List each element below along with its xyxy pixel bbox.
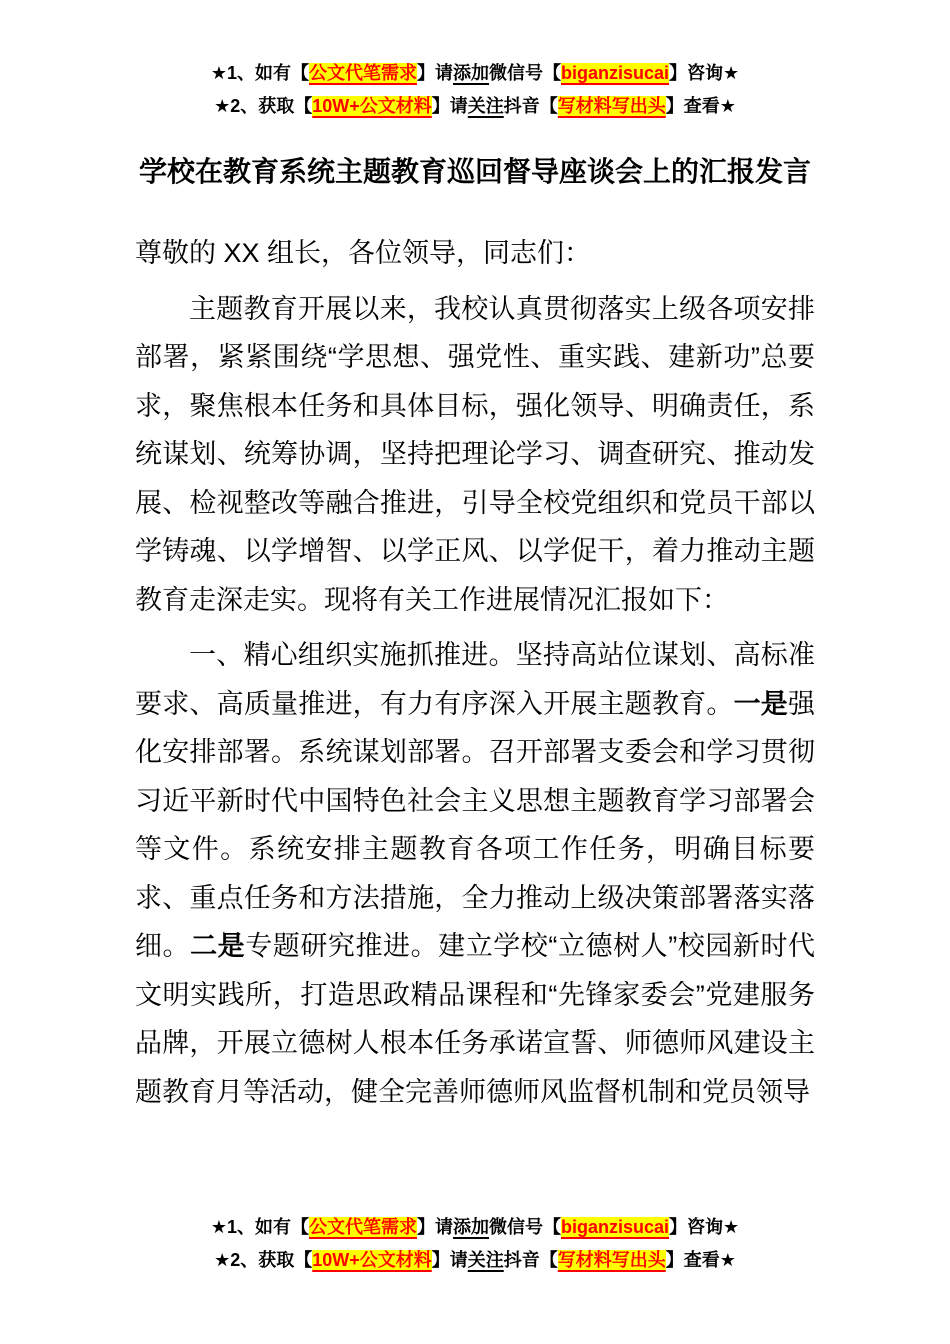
text-segment: 尊敬的 XX 组长，各位领导，同志们： [135, 238, 592, 268]
text-segment: 一、精心组织实施抓推进。坚持高站位谋划、高标准要求、高质量推进，有力有序深入开展主题教育。 [135, 640, 815, 719]
text-segment: 10W+公文材料 [312, 1250, 432, 1270]
text-segment: 抖音【 [503, 96, 558, 116]
text-segment: 二是 [190, 931, 246, 961]
promo-footer [0, 1211, 950, 1277]
text-segment: 微信号【 [488, 63, 561, 83]
text-segment: 公文代笔需求 [308, 1217, 417, 1237]
text-segment: biganzisucai [560, 63, 670, 83]
text-segment: 】请 [431, 1250, 468, 1270]
text-segment: 专题研究推进。建立学校“立德树人”校园新时代文明实践所，打造思政精品课程和“先锋家委会”党建服务品牌，开展立德树人根本任务承诺宣誓、师德师风建设主题教育月等活动，健全完善师德师风监督机制和党员领导 [135, 931, 816, 1107]
text-segment: 微信号【 [488, 1217, 561, 1237]
text-segment: 主题教育开展以来，我校认真贯彻落实上级各项安排部署，紧紧围绕“学思想、强党性、重实践、建新功”总要求，聚焦根本任务和具体目标，强化领导、明确责任，系统谋划、统筹协调，坚持把理论学习、调查研究、推动发展、检视整改等融合推进，引导全校党组织和党员干部以学铸魂、以学增智、以学正风、以学促干，着力推动主题教育走深走实。现将有关工作进展情况汇报如下： [135, 293, 815, 615]
intro-paragraph [135, 285, 815, 625]
text-segment: biganzisucai [560, 1217, 670, 1237]
section-one-paragraph [135, 631, 815, 1116]
text-segment: 公文代笔需求 [308, 63, 417, 83]
document-body [135, 229, 815, 1116]
text-segment: 添加 [452, 63, 489, 83]
text-segment: 写材料写出头 [557, 96, 666, 116]
text-segment: 】咨询★ [669, 63, 740, 83]
text-segment: 】请 [416, 1217, 453, 1237]
text-segment: 关注 [467, 1250, 504, 1270]
text-segment: 关注 [467, 96, 504, 116]
text-segment: 一是 [733, 688, 789, 719]
text-segment: 写材料写出头 [557, 1250, 666, 1270]
promo-footer-line-1 [0, 1211, 950, 1244]
document-title: 学校在教育系统主题教育巡回督导座谈会上的汇报发言 [138, 156, 811, 187]
text-segment: 】请 [431, 96, 468, 116]
text-segment: 】咨询★ [669, 1217, 740, 1237]
text-segment: 10W+公文材料 [312, 96, 432, 116]
promo-header-line-1 [0, 57, 950, 90]
promo-footer-line-2 [0, 1244, 950, 1277]
text-segment: ★2、获取【 [214, 96, 313, 116]
text-segment: 】查看★ [665, 96, 736, 116]
text-segment: 添加 [452, 1217, 489, 1237]
text-segment: 抖音【 [503, 1250, 558, 1270]
text-segment: ★2、获取【 [214, 1250, 313, 1270]
promo-header [0, 0, 950, 123]
salutation-paragraph [135, 229, 815, 278]
text-segment: ★1、如有【 [210, 63, 309, 83]
text-segment: 】请 [416, 63, 453, 83]
text-segment: 强化安排部署。系统谋划部署。召开部署支委会和学习贯彻习近平新时代中国特色社会主义思想主题教育学习部署会等文件。系统安排主题教育各项工作任务，明确目标要求、重点任务和方法措施，全力推动上级决策部署落实落细。 [135, 688, 816, 961]
promo-header-line-2 [0, 90, 950, 123]
text-segment: 】查看★ [665, 1250, 736, 1270]
text-segment: ★1、如有【 [210, 1217, 309, 1237]
